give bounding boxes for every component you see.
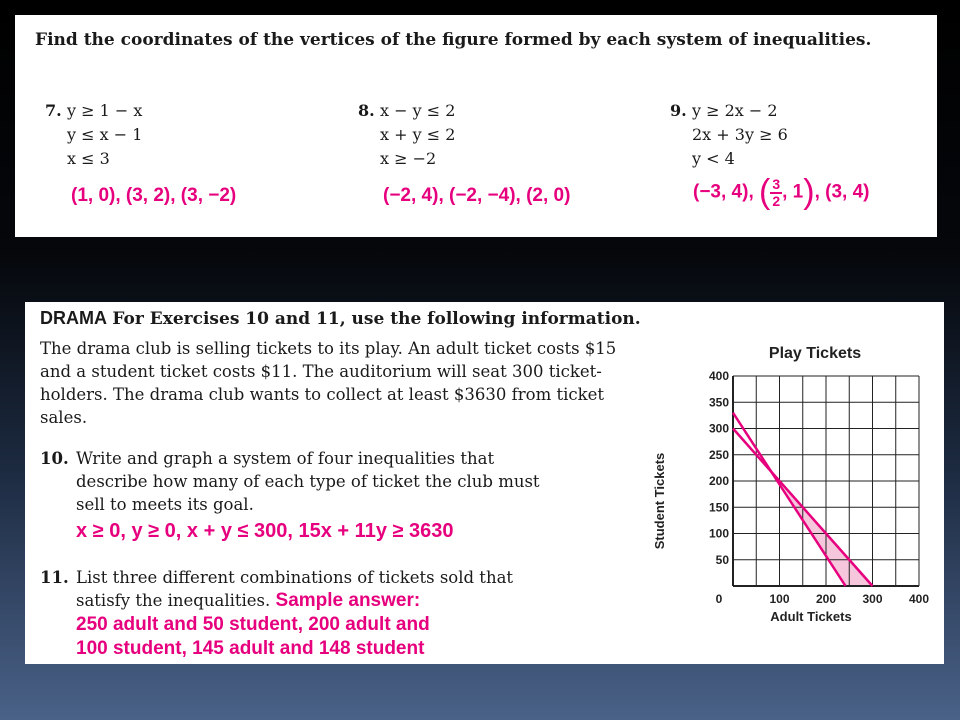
inequality: y < 4 [692,149,735,168]
plot-area [709,369,929,606]
question-10 [40,447,660,546]
chart-title: Play Tickets [768,345,862,362]
y-tick-label: 350 [708,395,729,410]
question-number: 11. [40,568,69,587]
problem-number: 7. [45,101,62,120]
answer-10: x ≥ 0, y ≥ 0, x + y ≤ 300, 15x + 11y ≥ 3630 [76,520,454,542]
problem-7 [45,99,142,171]
bottom-panel [25,302,944,664]
inequality: x − y ≤ 2 [380,101,456,120]
fraction [770,177,782,209]
answer-11-line: 100 student, 145 adult and 148 student [76,638,425,659]
y-axis-title: Student Tickets [652,452,667,550]
inequality: x ≤ 3 [67,149,110,168]
paren-close: ) [803,173,815,211]
y-tick-label: 150 [708,500,729,515]
x-tick-label: 400 [908,592,930,606]
problem-9 [670,99,788,171]
drama-keyword: DRAMA [40,308,107,328]
y-tick-label: 100 [708,526,729,541]
answer-9 [693,173,869,212]
problem-number: 9. [670,101,687,120]
fraction-numerator: 3 [772,175,781,192]
x-axis-title: Adult Tickets [770,609,852,624]
y-tick-label: 300 [708,421,729,436]
play-tickets-chart [645,332,940,632]
question-text: Write and graph a system of four inequalities that [76,449,495,468]
inequality: y ≤ x − 1 [67,125,143,144]
inequality: y ≥ 1 − x [67,101,143,120]
y-tick-label: 50 [715,552,729,567]
answer-11-line: 250 adult and 50 student, 200 adult and [76,614,430,635]
y-tick-label: 200 [708,474,729,488]
drama-heading-text: For Exercises 10 and 11, use the following information. [112,309,641,329]
inequality: 2x + 3y ≥ 6 [692,125,788,144]
question-text: describe how many of each type of ticket the club must [76,472,540,491]
fraction-denominator: 2 [772,192,781,209]
answer-part: , 1 [782,181,804,203]
drama-heading [40,308,641,329]
drama-info: The drama club is selling tickets to its play. An adult ticket costs $15 and a student ticket costs $11. The auditorium will seat 300 ticket-holders. The drama club wants to collect at least $3630 from ticket sales. [40,339,617,427]
y-tick-label: 250 [708,447,729,462]
question-number: 10. [40,449,69,468]
question-text: satisfy the inequalities. [76,591,271,610]
x-tick-label: 100 [769,592,790,606]
top-panel [15,15,937,237]
instructions-text: Find the coordinates of the vertices of the figure formed by each system of inequalities. [35,30,872,50]
x-tick-label: 200 [815,592,837,606]
question-text: sell to meets its goal. [76,495,254,514]
question-text: List three different combinations of tickets sold that [76,568,514,587]
answer-7: (1, 0), (3, 2), (3, −2) [71,185,237,206]
y-tick-label: 400 [708,369,729,383]
x-tick-label: 0 [715,592,723,606]
x-tick-label: 300 [862,592,883,606]
answer-8: (−2, 4), (−2, −4), (2, 0) [383,185,571,206]
inequality: y ≥ 2x − 2 [692,101,778,120]
paren-open: ( [759,173,771,211]
answer-part: (−3, 4), [693,181,759,203]
question-11 [40,566,660,661]
problem-number: 8. [358,101,375,120]
answer-part: , (3, 4) [814,181,870,203]
answer-11-intro: Sample answer: [275,590,421,611]
problem-8 [358,99,455,171]
inequality: x ≥ −2 [380,149,437,168]
inequality: x + y ≤ 2 [380,125,456,144]
